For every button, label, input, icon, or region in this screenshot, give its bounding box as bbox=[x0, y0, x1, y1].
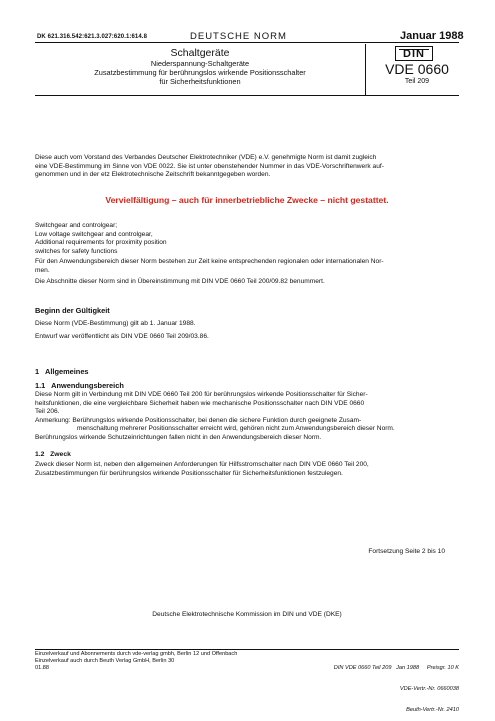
footer-left-line-2: Einzelverkauf auch durch Beuth Verlag GmbH, Berlin 30 bbox=[35, 658, 175, 664]
commission-line: Deutsche Elektrotechnische Kommission im DIN und VDE (DKE) bbox=[152, 611, 342, 618]
title-line-3: Zusatzbestimmung für berührungslos wirkende Positionsschalter bbox=[94, 68, 306, 77]
intro-paragraph bbox=[35, 154, 459, 180]
header-rule bbox=[35, 42, 459, 43]
numbering-note: Die Abschnitte dieser Norm sind in Übereinstimmung mit DIN VDE 0660 Teil 200/09.82 benummert. bbox=[35, 278, 325, 286]
footer-rule bbox=[35, 649, 459, 650]
scope-line-4: Berührungslos wirkende Schutzeinrichtungen fallen nicht in den Anwendungsbereich dieser Norm. bbox=[35, 433, 322, 441]
vde-number: VDE 0660 bbox=[385, 61, 449, 77]
scope-line-2: heitsfunktionen, die eine vergleichbare Sicherheit haben wie mechanische Positionsschalter nach DIN VDE 0660 bbox=[35, 399, 365, 407]
dk-classification: DK 621.316.542:621.3.027:620.1:614.8 bbox=[37, 34, 148, 40]
title-line-2: Niederspannung-Schaltgeräte bbox=[150, 59, 250, 68]
continuation-note: Fortsetzung Seite 2 bis 10 bbox=[368, 548, 445, 555]
footer-right-line-2: VDE-Vertr.-Nr. 0660038 bbox=[399, 686, 459, 692]
teil-number: Teil 209 bbox=[404, 78, 430, 85]
footer-left-line-3: 01.88 bbox=[35, 665, 49, 671]
section-1-2-heading: 1.2 Zweck bbox=[35, 451, 71, 458]
section-1-2-body bbox=[35, 461, 459, 478]
scope-note-line-2: men. bbox=[35, 266, 50, 274]
note-line-1: Anmerkung: Berührungslos wirkende Positionsschalter, bei denen die sichere Funktion durch geeignete Zusam- bbox=[35, 416, 362, 424]
title-divider bbox=[365, 44, 366, 95]
scope-note bbox=[35, 258, 459, 287]
footer-left bbox=[35, 651, 295, 672]
title-block bbox=[35, 44, 365, 95]
section-1-1-body bbox=[35, 391, 459, 443]
footer-right bbox=[300, 651, 459, 721]
purpose-line-1: Zweck dieser Norm ist, neben den allgemeinen Anforderungen für Hilfsstromschalter nach DIN VDE 0660 Teil 200, bbox=[35, 461, 369, 468]
title-bottom-rule bbox=[35, 95, 459, 96]
note-line-2: menschaltung mehrerer Positionsschalter erreicht wird, gehören nicht zum Anwendungsbereich dieser Norm. bbox=[77, 425, 395, 433]
footer-right-line-3: Beuth-Vertr.-Nr. 2410 bbox=[406, 707, 459, 713]
norm-label: DEUTSCHE NORM bbox=[190, 31, 287, 42]
validity-heading: Beginn der Gültigkeit bbox=[35, 306, 110, 315]
english-title bbox=[35, 222, 335, 256]
scope-line-3: Teil 206. bbox=[35, 408, 60, 416]
scope-note-line-1: Für den Anwendungsbereich dieser Norm bestehen zur Zeit keine entsprechenden regionalen oder internationalen Nor- bbox=[35, 258, 384, 265]
title-box bbox=[35, 44, 459, 95]
din-logo bbox=[395, 46, 433, 61]
footer-right-line-1: DIN VDE 0660 Teil 209 Jan 1988 Preisgr. 10 K bbox=[333, 665, 459, 671]
title-line-4: für Sicherheitsfunktionen bbox=[159, 77, 241, 86]
intro-line-3: genommen und in der etz Elektrotechnische Zeitschrift bekanntgegeben worden. bbox=[35, 171, 271, 179]
english-line-2: Low voltage switchgear and controlgear, bbox=[35, 230, 153, 238]
scope-line-1: Diese Norm gilt in Verbindung mit DIN VDE 0660 Teil 200 für berührungslos wirkende Positionsschalter für Sicher- bbox=[35, 391, 368, 398]
purpose-line-2: Zusatzbestimmungen für berührungslos wirkende Positionsschalter für Sicherheitsfunktionen festzulegen. bbox=[35, 469, 343, 477]
issue-date: Januar 1988 bbox=[400, 30, 464, 42]
validity-line-1: Diese Norm (VDE-Bestimmung) gilt ab 1. Januar 1988. bbox=[35, 320, 196, 327]
din-logo-text: DIN bbox=[403, 48, 425, 60]
english-line-4: switches for safety functions bbox=[35, 247, 118, 255]
intro-line-1: Diese auch vom Vorstand des Verbandes Deutscher Elektrotechniker (VDE) e.V. genehmigte Norm ist damit zugleich bbox=[35, 154, 377, 161]
section-1-1-heading: 1.1 Anwendungsbereich bbox=[35, 381, 124, 390]
validity-body bbox=[35, 320, 459, 341]
intro-line-2: eine VDE-Bestimmung im Sinne von VDE 0022. Sie ist unter obenstehender Nummer in das VDE-Vorschriftenwerk auf- bbox=[35, 162, 384, 170]
document-title: Schaltgeräte bbox=[170, 47, 230, 59]
copy-warning: Vervielfältigung – auch für innerbetriebliche Zwecke – nicht gestattet. bbox=[105, 195, 389, 205]
section-1-heading: 1 Allgemeines bbox=[35, 367, 89, 376]
validity-line-2: Entwurf war veröffentlicht als DIN VDE 0660 Teil 209/03.86. bbox=[35, 332, 209, 340]
english-line-3: Additional requirements for proximity position bbox=[35, 239, 167, 247]
footer-left-line-1: Einzelverkauf und Abonnements durch vde-verlag gmbh, Berlin 12 und Offenbach bbox=[35, 651, 238, 657]
english-line-1: Switchgear and controlgear; bbox=[35, 222, 118, 229]
